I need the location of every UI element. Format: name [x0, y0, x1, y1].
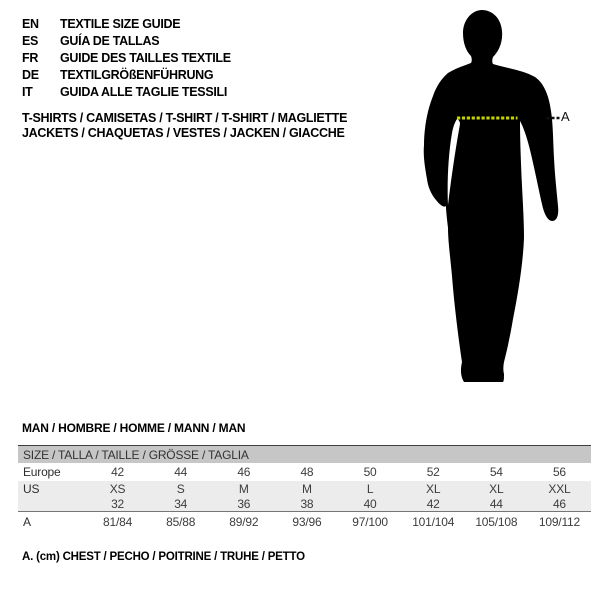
table-cell: 56 [552, 465, 566, 479]
table-cell: 52 [426, 465, 440, 479]
language-row [22, 32, 231, 49]
table-cell: 44 [174, 465, 188, 479]
table-cell: 85/88 [166, 515, 196, 529]
table-cell: XL [489, 481, 504, 496]
table-cell: 81/84 [103, 515, 133, 529]
language-code: IT [22, 84, 33, 99]
category-list [22, 111, 347, 141]
table-cell: 42 [111, 465, 125, 479]
language-row [22, 83, 231, 100]
table-cell: XXL [548, 481, 571, 496]
section-title-man: MAN / HOMBRE / HOMME / MANN / MAN [22, 421, 246, 435]
language-label: TEXTILE SIZE GUIDE [60, 16, 181, 31]
table-cell: 44 [489, 496, 503, 511]
row-label: A [23, 515, 31, 529]
table-cell: 105/108 [475, 515, 518, 529]
language-row [22, 15, 231, 32]
language-code: ES [22, 33, 39, 48]
table-cell: 93/96 [292, 515, 322, 529]
language-row [22, 49, 231, 66]
table-cell: XS [109, 481, 126, 496]
table-cell: 46 [237, 465, 251, 479]
man-silhouette [400, 0, 600, 420]
table-cell: M [238, 481, 249, 496]
silhouette-shape [424, 10, 559, 382]
table-cell: 42 [426, 496, 440, 511]
table-cell: S [176, 481, 185, 496]
language-label: TEXTILGRÖßENFÜHRUNG [60, 67, 214, 82]
table-cell: 89/92 [229, 515, 259, 529]
table-cell: 54 [489, 465, 503, 479]
table-cell: 38 [300, 496, 314, 511]
category-tshirts: T-SHIRTS / CAMISETAS / T-SHIRT / T-SHIRT / MAGLIETTE [22, 111, 348, 125]
table-cell: 50 [363, 465, 377, 479]
language-label: GUÍA DE TALLAS [60, 33, 160, 48]
row-label: Europe [23, 465, 61, 479]
language-code: FR [22, 50, 39, 65]
language-code: EN [22, 16, 39, 31]
category-jackets: JACKETS / CHAQUETAS / VESTES / JACKEN / GIACCHE [22, 126, 345, 140]
language-label: GUIDE DES TAILLES TEXTILE [60, 50, 231, 65]
table-cell: 101/104 [412, 515, 455, 529]
table-cell: 40 [363, 496, 377, 511]
table-cell: 32 [111, 496, 125, 511]
table-cell: 34 [174, 496, 188, 511]
language-label: GUIDA ALLE TAGLIE TESSILI [60, 84, 228, 99]
table-cell: M [302, 481, 312, 496]
language-list [22, 15, 231, 100]
table-cell: 97/100 [352, 515, 388, 529]
table-row-europe [18, 463, 591, 481]
table-cell: 109/112 [538, 515, 580, 529]
table-light-band [18, 481, 591, 511]
table-cell: 48 [300, 465, 314, 479]
table-row-a [18, 512, 591, 532]
language-row [22, 66, 231, 83]
language-code: DE [22, 67, 39, 82]
table-cell: 36 [237, 496, 251, 511]
table-cell: L [366, 481, 374, 496]
table-cell: 46 [552, 496, 566, 511]
row-label: US [23, 481, 40, 496]
measure-label-a: A [561, 109, 570, 124]
size-table [18, 445, 591, 532]
table-cell: XL [426, 481, 441, 496]
table-row-sizes [18, 496, 591, 511]
size-table-header: SIZE / TALLA / TAILLE / GRÖSSE / TAGLIA [18, 446, 591, 463]
table-row-us [18, 481, 591, 496]
measurement-footnote: A. (cm) CHEST / PECHO / POITRINE / TRUHE / PETTO [22, 551, 305, 563]
